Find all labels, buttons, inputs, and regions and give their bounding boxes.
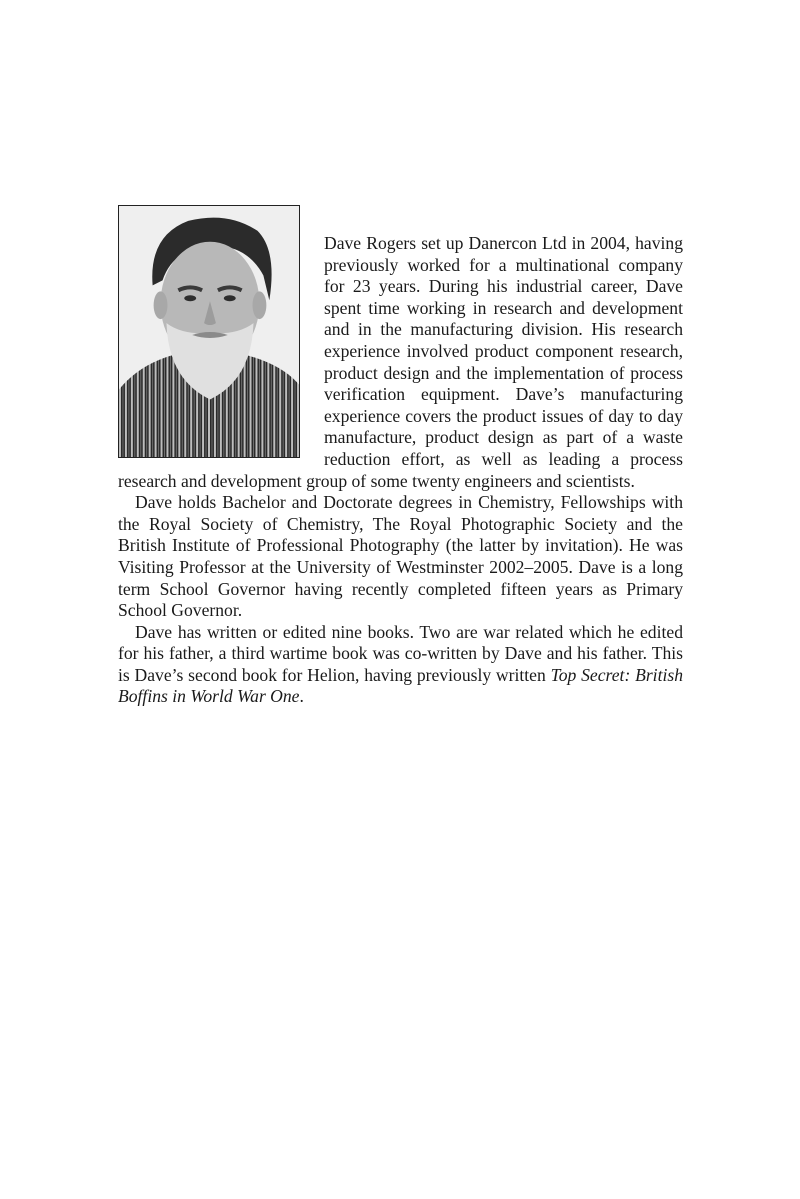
portrait-icon bbox=[119, 206, 299, 457]
author-bio bbox=[118, 205, 683, 708]
bio-paragraph-2: Dave holds Bachelor and Doctorate degrees in Chemistry, Fellowships with the Royal Society of Chemistry, The Royal Photographic Society and the British Institute of Professional Photography (the latter by invitation). He was Visiting Professor at the University of Westminster 2002–2005. Dave is a long term School Governor having recently completed fifteen years as Primary School Governor. bbox=[118, 492, 683, 621]
book-title: Top Secret: British Boffins in World War One bbox=[118, 664, 683, 707]
bio-paragraph-3-end: . bbox=[299, 686, 304, 707]
bio-paragraph-3-text: Dave has written or edited nine books. Two are war related which he edited for his father, a third wartime book was co-written by Dave and his father. This is Dave’s second book for Helion, having previously written bbox=[118, 621, 683, 685]
bio-paragraph-3 bbox=[118, 622, 683, 708]
author-portrait-photo bbox=[118, 205, 300, 458]
bio-paragraph-1: Dave Rogers set up Danercon Ltd in 2004, having previously worked for a multinational company for 23 years. During his industrial career, Dave spent time working in research and development and in the manufacturing division. His research experience involved product component research, product design and the implementation of process verification equipment. Dave’s manufacturing experience covers the product issues of day to day manufacture, product design as part of a waste reduction effort, as well as leading a process research and development group of some twenty engineers and scientists. bbox=[118, 233, 683, 491]
